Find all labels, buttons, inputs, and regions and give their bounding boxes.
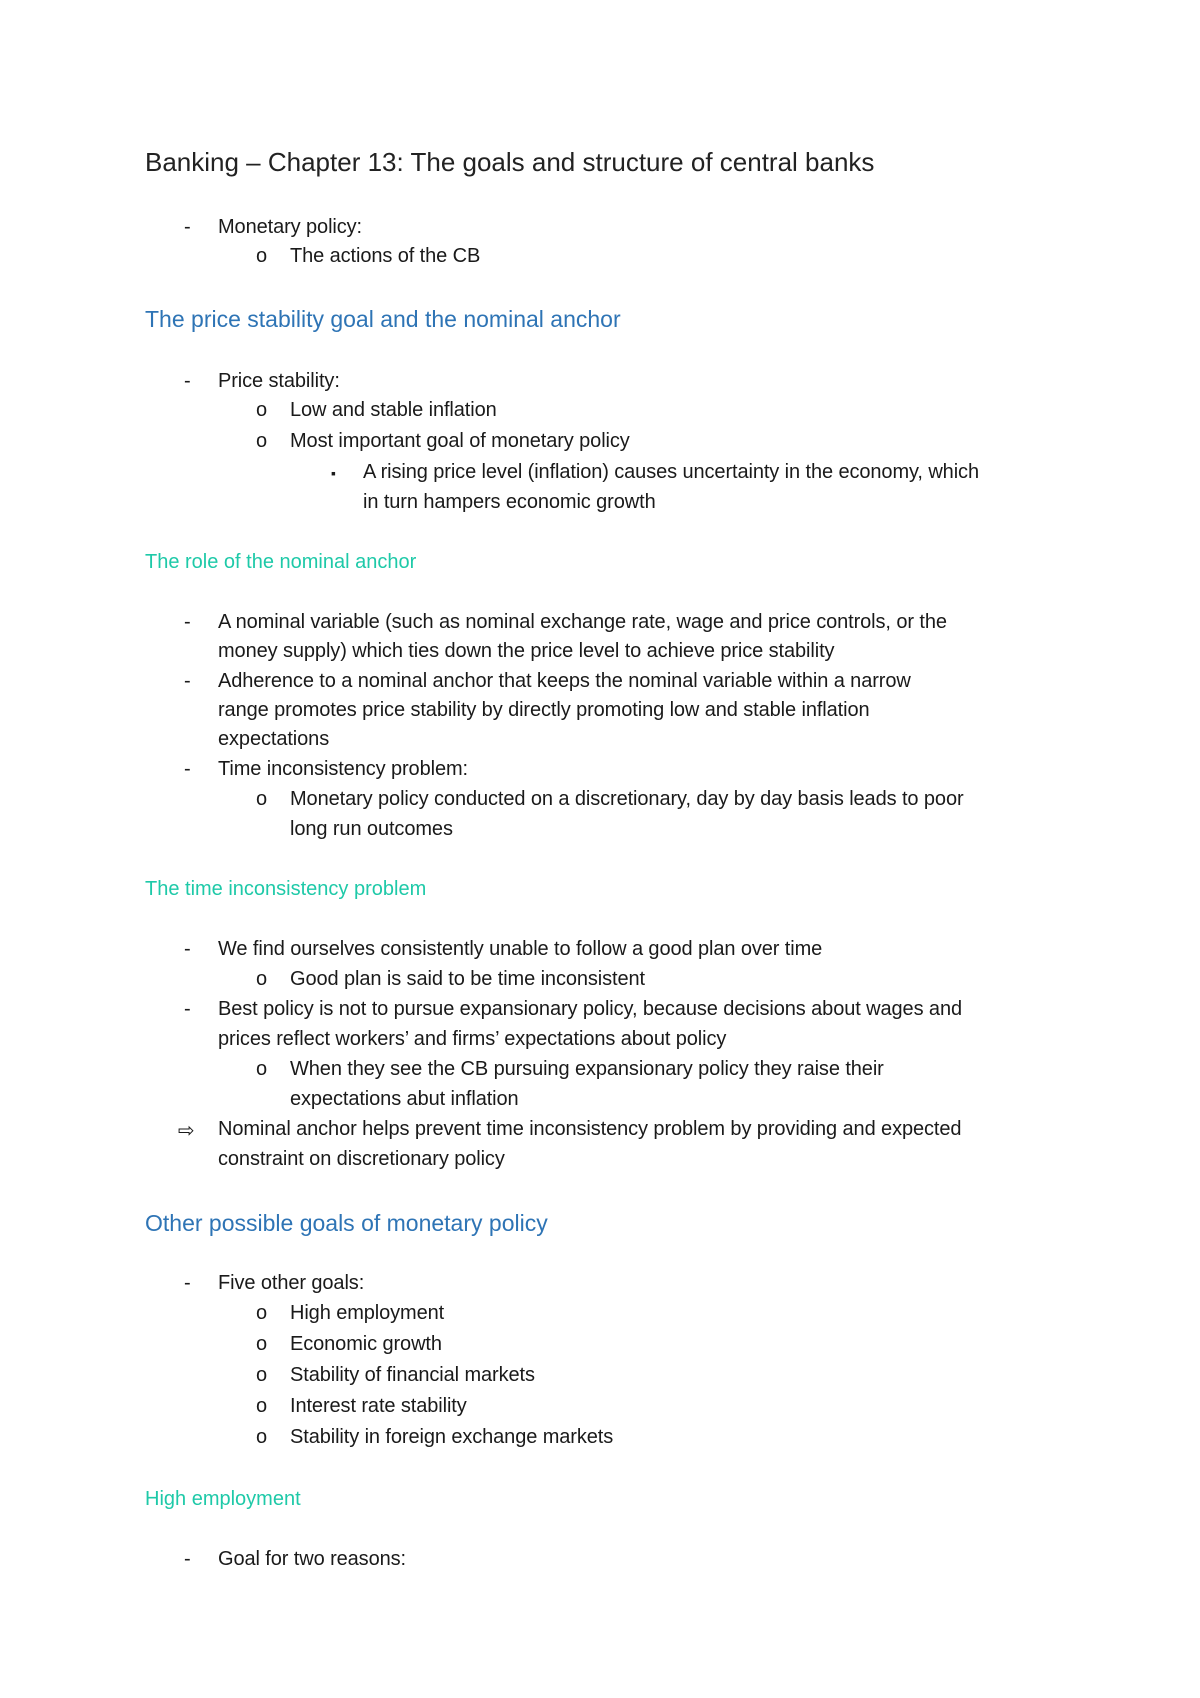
bullet-text: expectations abut inflation — [290, 1088, 519, 1110]
circle-bullet: o — [256, 1395, 268, 1417]
arrow-icon: ⇨ — [178, 1120, 195, 1142]
circle-bullet: o — [256, 968, 268, 990]
circle-bullet: o — [256, 1058, 268, 1080]
dash-bullet: - — [184, 370, 191, 392]
bullet-text: range promotes price stability by directly promoting low and stable inflation — [218, 699, 870, 721]
subsection-heading: High employment — [145, 1488, 301, 1510]
bullet-text: Monetary policy: — [218, 216, 363, 238]
bullet-text: Low and stable inflation — [290, 399, 497, 421]
page-title: Banking – Chapter 13: The goals and structure of central banks — [145, 147, 875, 177]
circle-bullet: o — [256, 788, 268, 810]
bullet-text: expectations — [218, 728, 330, 750]
section-heading: Other possible goals of monetary policy — [145, 1210, 548, 1236]
dash-bullet: - — [184, 216, 191, 238]
circle-bullet: o — [256, 1333, 268, 1355]
bullet-text: Most important goal of monetary policy — [290, 430, 630, 452]
dash-bullet: - — [184, 670, 191, 692]
dash-bullet: - — [184, 758, 191, 780]
list-item: Economic growth — [290, 1333, 442, 1355]
circle-bullet: o — [256, 430, 268, 452]
bullet-text: Goal for two reasons: — [218, 1548, 406, 1570]
bullet-text: Monetary policy conducted on a discretionary, day by day basis leads to poor — [290, 788, 964, 810]
bullet-text: prices reflect workers’ and firms’ expectations about policy — [218, 1028, 727, 1050]
bullet-text: We find ourselves consistently unable to follow a good plan over time — [218, 938, 823, 960]
section-heading: The price stability goal and the nominal anchor — [145, 306, 621, 332]
subsection-heading: The role of the nominal anchor — [145, 551, 417, 573]
dash-bullet: - — [184, 998, 191, 1020]
dash-bullet: - — [184, 611, 191, 633]
bullet-text: Good plan is said to be time inconsistent — [290, 968, 645, 990]
bullet-text: The actions of the CB — [290, 245, 481, 267]
circle-bullet: o — [256, 245, 268, 267]
bullet-text: When they see the CB pursuing expansionary policy they raise their — [290, 1058, 884, 1080]
dash-bullet: - — [184, 1548, 191, 1570]
bullet-text: Nominal anchor helps prevent time inconsistency problem by providing and expected — [218, 1118, 962, 1140]
square-bullet: ▪ — [331, 465, 336, 481]
bullet-text: Adherence to a nominal anchor that keeps the nominal variable within a narrow — [218, 670, 911, 692]
bullet-text: constraint on discretionary policy — [218, 1148, 505, 1170]
bullet-text: Best policy is not to pursue expansionary policy, because decisions about wages and — [218, 998, 963, 1020]
bullet-text: Five other goals: — [218, 1272, 365, 1294]
bullet-text: money supply) which ties down the price level to achieve price stability — [218, 640, 835, 662]
bullet-text: long run outcomes — [290, 818, 453, 840]
bullet-text: in turn hampers economic growth — [363, 491, 656, 513]
list-item: Interest rate stability — [290, 1395, 467, 1417]
bullet-text: A nominal variable (such as nominal exchange rate, wage and price controls, or the — [218, 611, 947, 633]
circle-bullet: o — [256, 1302, 268, 1324]
bullet-text: Time inconsistency problem: — [218, 758, 468, 780]
circle-bullet: o — [256, 1426, 268, 1448]
dash-bullet: - — [184, 1272, 191, 1294]
list-item: Stability in foreign exchange markets — [290, 1426, 614, 1448]
bullet-text: A rising price level (inflation) causes uncertainty in the economy, which — [363, 461, 979, 483]
list-item: High employment — [290, 1302, 445, 1324]
dash-bullet: - — [184, 938, 191, 960]
circle-bullet: o — [256, 399, 268, 421]
subsection-heading: The time inconsistency problem — [145, 878, 427, 900]
circle-bullet: o — [256, 1364, 268, 1386]
bullet-text: Price stability: — [218, 370, 340, 392]
list-item: Stability of financial markets — [290, 1364, 535, 1386]
